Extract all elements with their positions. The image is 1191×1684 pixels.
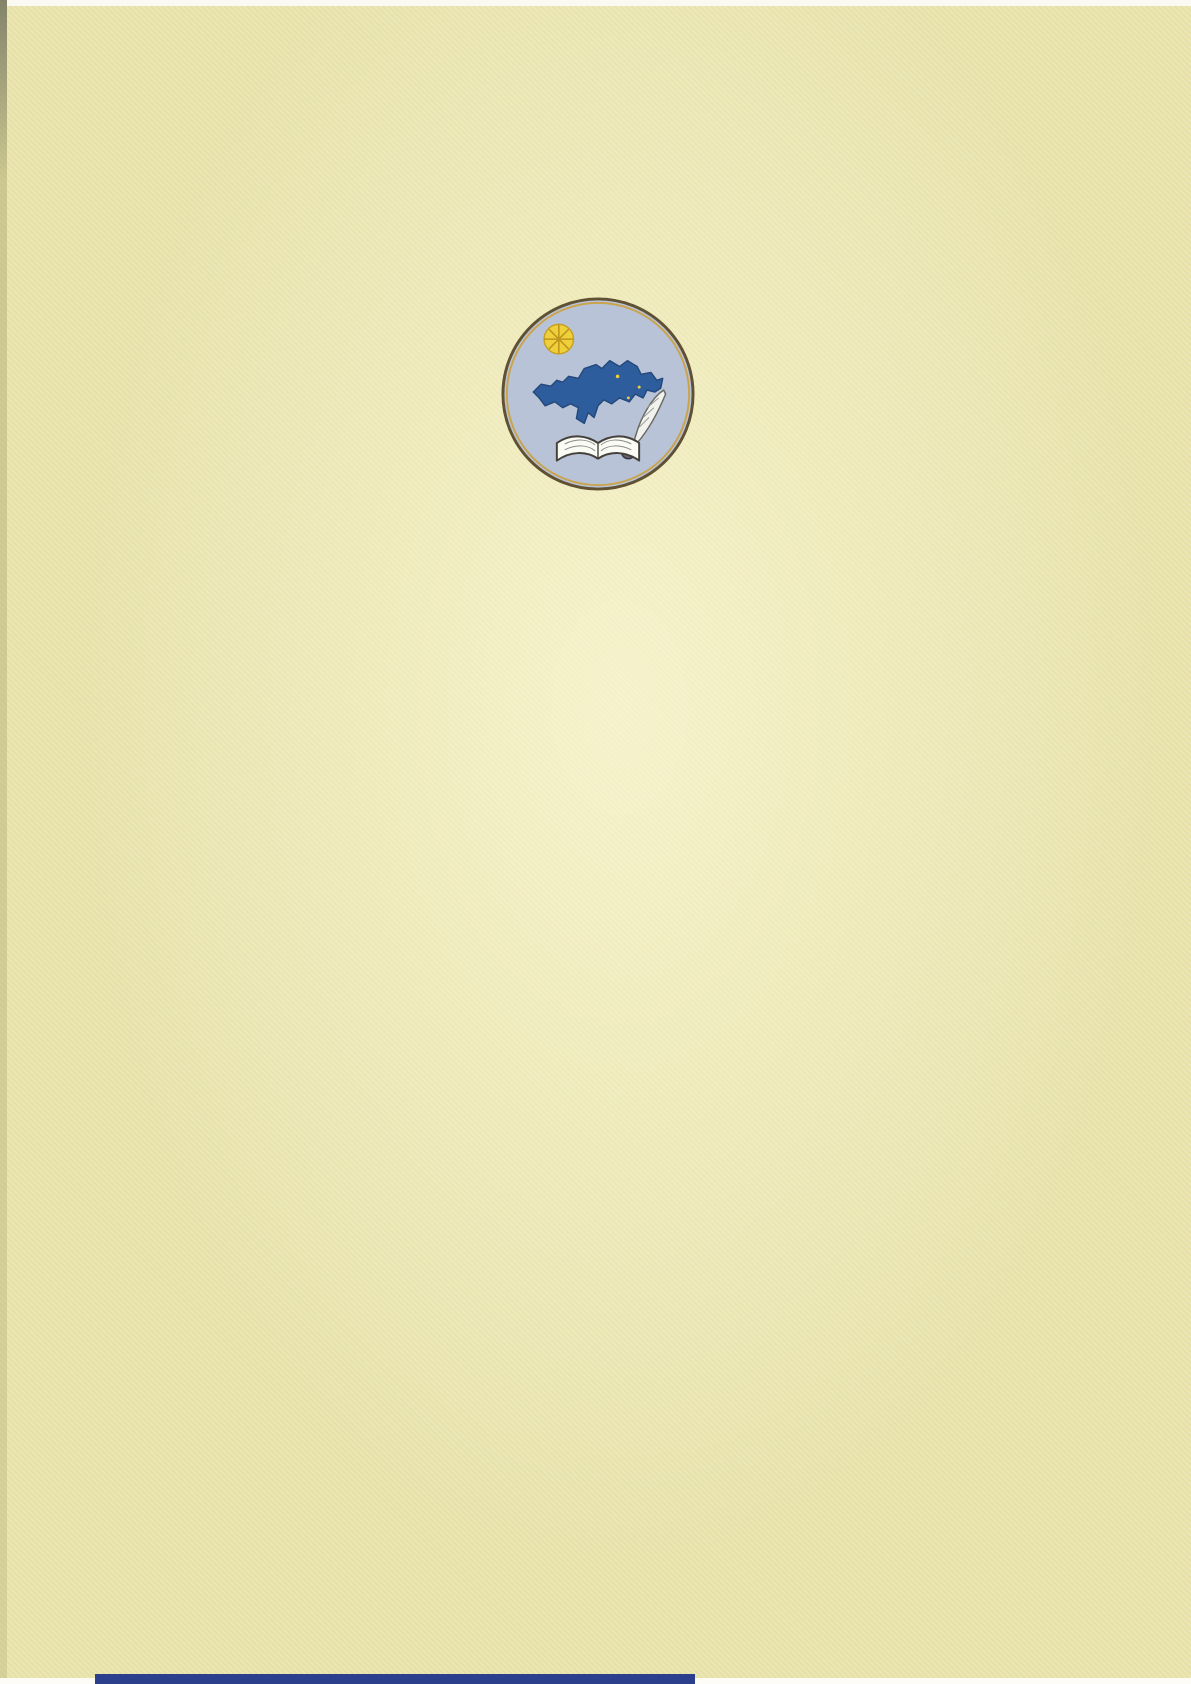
scan-bottom-blue-bar (95, 1674, 695, 1684)
institute-emblem (500, 296, 696, 492)
scan-edge-left (0, 0, 7, 1684)
institute-emblem-icon (500, 296, 696, 492)
scan-edge-top (0, 0, 1191, 6)
